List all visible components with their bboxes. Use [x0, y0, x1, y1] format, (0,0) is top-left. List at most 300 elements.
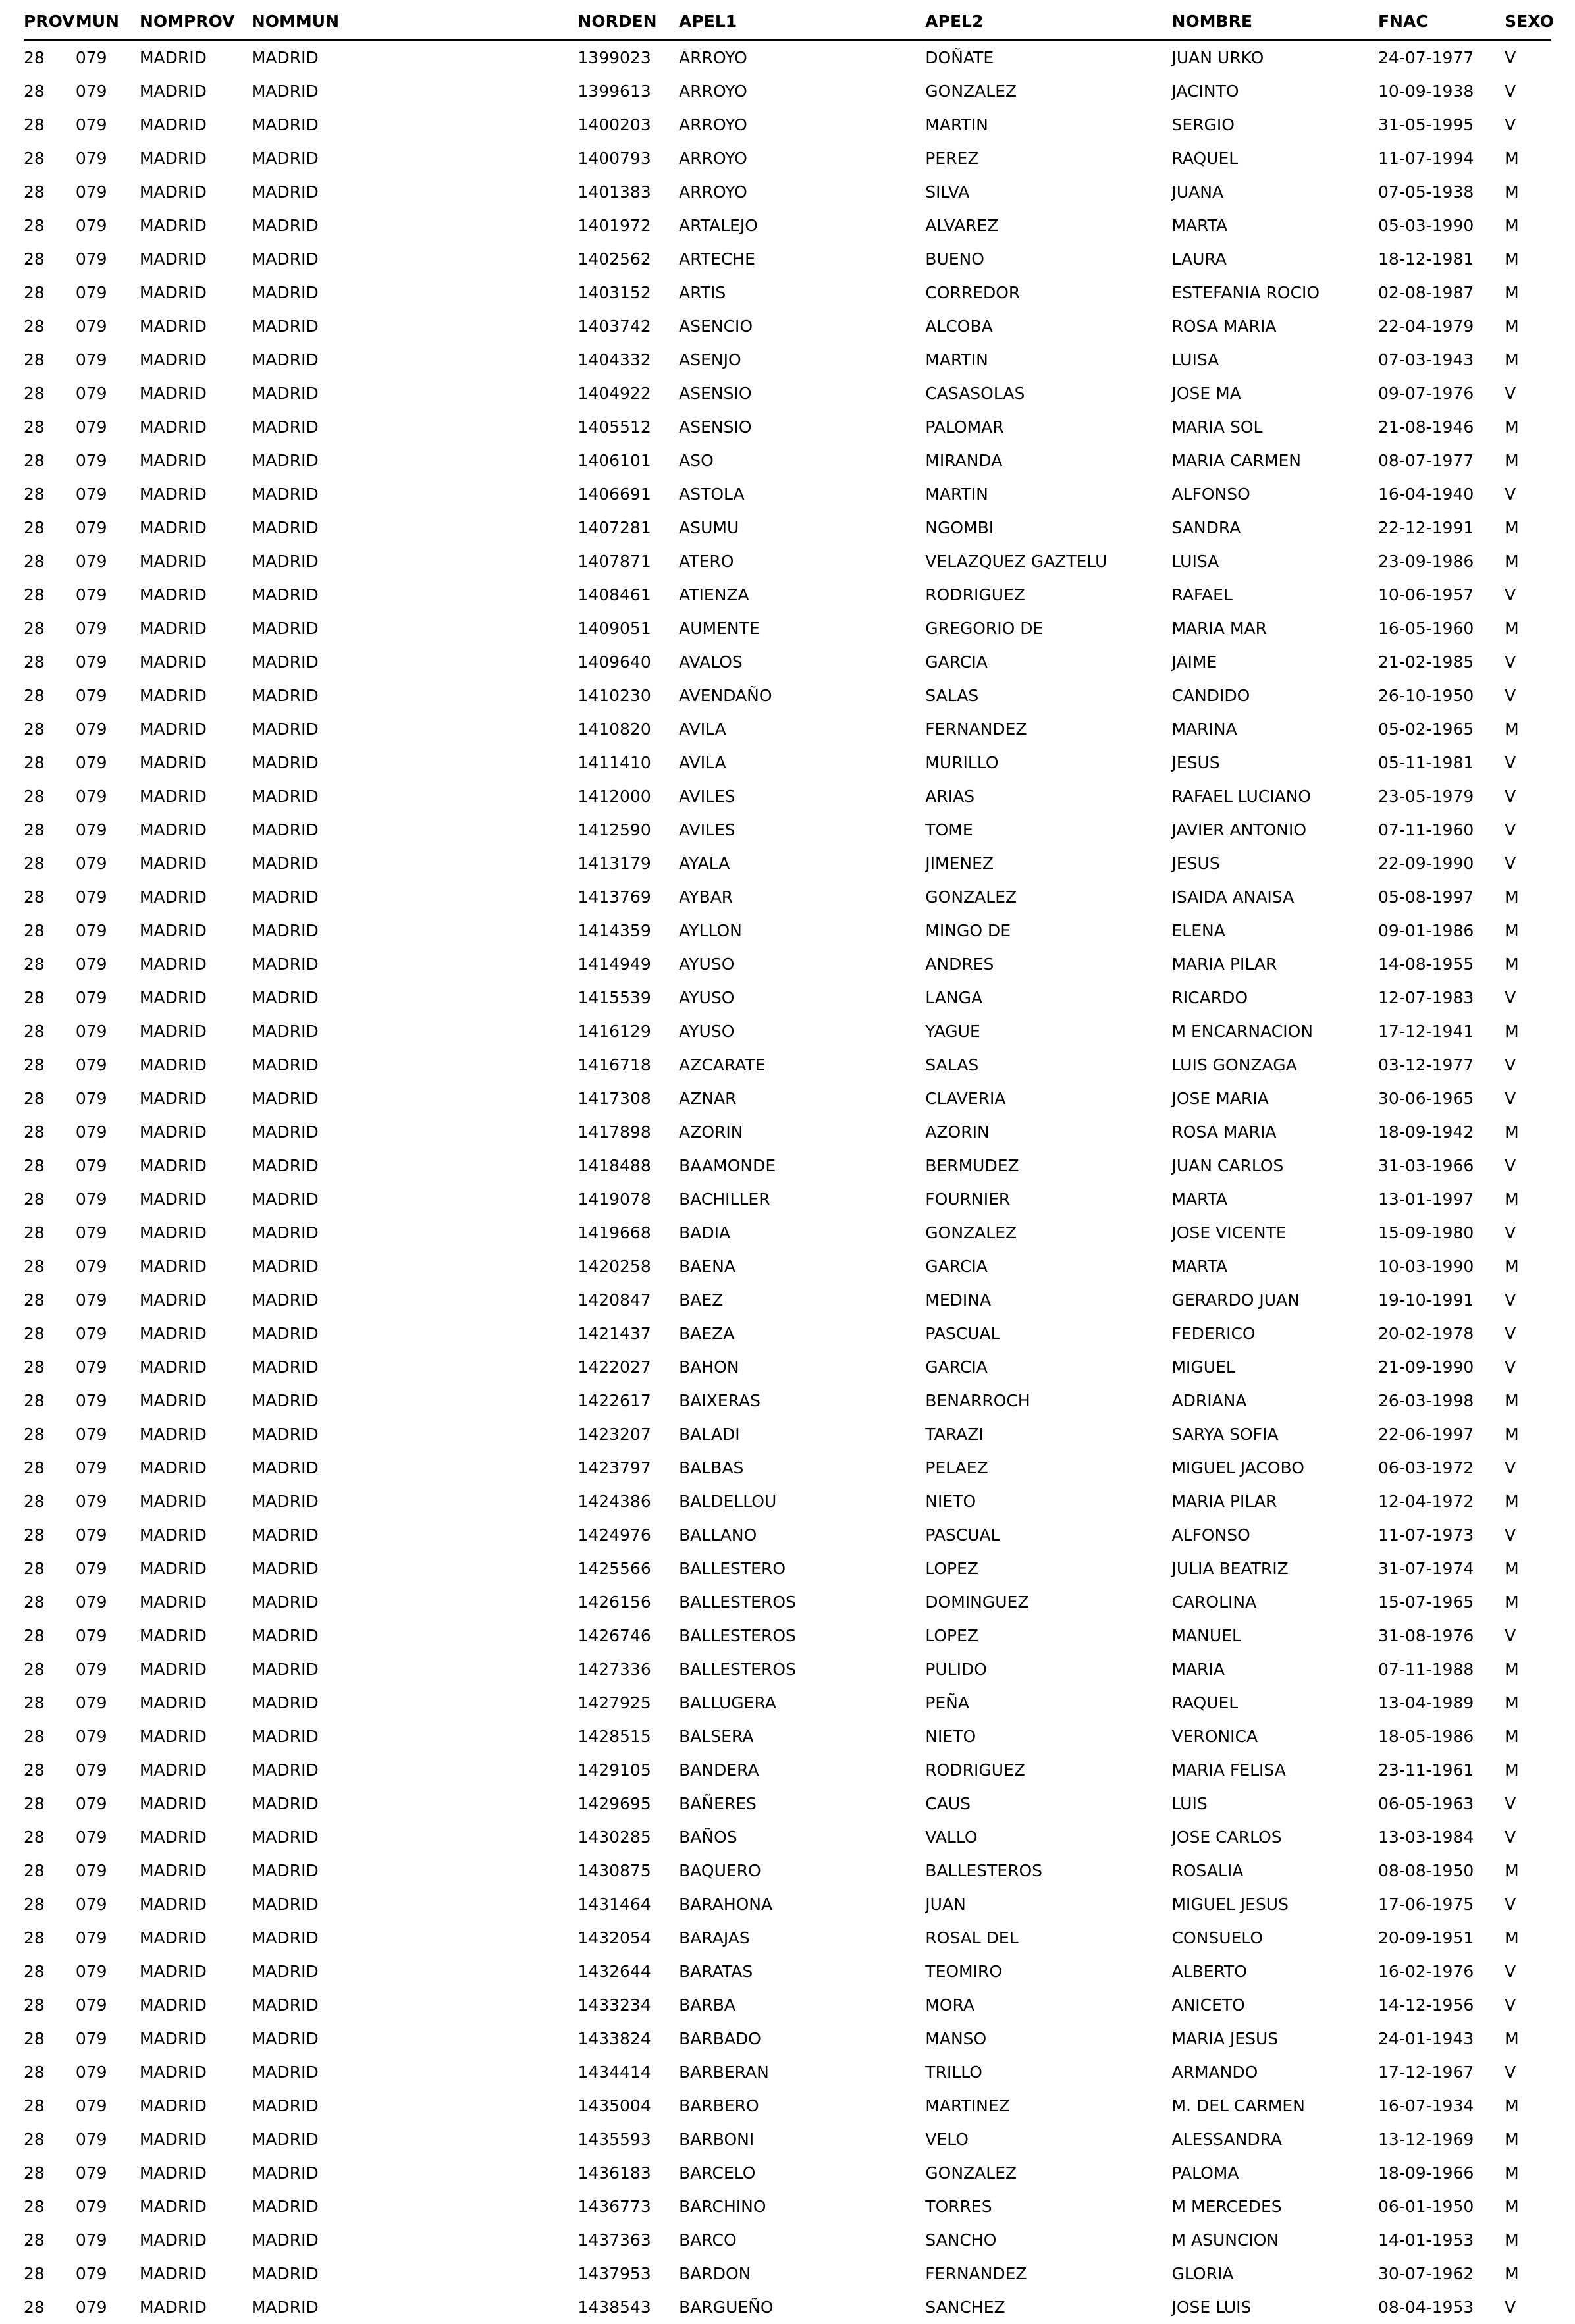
cell-prov: 28 [24, 1552, 76, 1585]
cell-mun: 079 [76, 377, 140, 410]
cell-norden: 1418488 [577, 1149, 679, 1182]
cell-apel2: ARIAS [925, 779, 1171, 813]
cell-apel2: GONZALEZ [925, 1216, 1171, 1250]
cell-nommun: MADRID [252, 578, 578, 612]
cell-sexo: V [1505, 645, 1551, 679]
cell-fnac: 26-03-1998 [1378, 1384, 1505, 1417]
cell-nommun: MADRID [252, 1820, 578, 1854]
cell-sexo: M [1505, 2022, 1551, 2055]
cell-apel1: BALSERA [679, 1720, 925, 1753]
cell-nomprov: MADRID [140, 1888, 252, 1921]
cell-mun: 079 [76, 2156, 140, 2190]
cell-norden: 1414359 [577, 914, 679, 947]
cell-mun: 079 [76, 343, 140, 377]
cell-nomprov: MADRID [140, 511, 252, 544]
cell-nomprov: MADRID [140, 2022, 252, 2055]
cell-nomprov: MADRID [140, 477, 252, 511]
cell-mun: 079 [76, 1955, 140, 1988]
cell-nombre: M ENCARNACION [1171, 1015, 1378, 1048]
cell-prov: 28 [24, 2223, 76, 2257]
cell-fnac: 30-06-1965 [1378, 1082, 1505, 1115]
cell-mun: 079 [76, 209, 140, 242]
table-row [24, 1182, 1551, 1216]
cell-prov: 28 [24, 1182, 76, 1216]
cell-nommun: MADRID [252, 1417, 578, 1451]
cell-sexo: V [1505, 1149, 1551, 1182]
column-header-apel1: APEL1 [679, 12, 925, 40]
column-header-norden: NORDEN [577, 12, 679, 40]
cell-prov: 28 [24, 645, 76, 679]
cell-prov: 28 [24, 914, 76, 947]
table-row [24, 343, 1551, 377]
cell-apel2: PALOMAR [925, 410, 1171, 444]
cell-fnac: 10-09-1938 [1378, 74, 1505, 108]
cell-prov: 28 [24, 947, 76, 981]
cell-mun: 079 [76, 544, 140, 578]
cell-norden: 1412000 [577, 779, 679, 813]
cell-prov: 28 [24, 1988, 76, 2022]
cell-sexo: V [1505, 1082, 1551, 1115]
cell-nomprov: MADRID [140, 2190, 252, 2223]
cell-nombre: MARIA CARMEN [1171, 444, 1378, 477]
cell-apel1: ARROYO [679, 108, 925, 142]
cell-sexo: V [1505, 847, 1551, 880]
cell-nomprov: MADRID [140, 612, 252, 645]
cell-mun: 079 [76, 914, 140, 947]
cell-sexo: V [1505, 1518, 1551, 1552]
cell-apel2: MIRANDA [925, 444, 1171, 477]
cell-nommun: MADRID [252, 847, 578, 880]
cell-prov: 28 [24, 612, 76, 645]
cell-nommun: MADRID [252, 2156, 578, 2190]
cell-nombre: JOSE VICENTE [1171, 1216, 1378, 1250]
cell-mun: 079 [76, 679, 140, 712]
cell-mun: 079 [76, 1384, 140, 1417]
cell-nombre: RAFAEL LUCIANO [1171, 779, 1378, 813]
cell-nombre: M ASUNCION [1171, 2223, 1378, 2257]
cell-prov: 28 [24, 1350, 76, 1384]
cell-fnac: 05-03-1990 [1378, 209, 1505, 242]
cell-sexo: V [1505, 746, 1551, 779]
cell-norden: 1433234 [577, 1988, 679, 2022]
cell-apel2: MINGO DE [925, 914, 1171, 947]
cell-norden: 1429105 [577, 1753, 679, 1787]
cell-sexo: V [1505, 2290, 1551, 2324]
cell-norden: 1400793 [577, 142, 679, 175]
cell-apel2: TOME [925, 813, 1171, 847]
cell-prov: 28 [24, 712, 76, 746]
cell-sexo: M [1505, 1753, 1551, 1787]
table-row [24, 1518, 1551, 1552]
cell-sexo: M [1505, 410, 1551, 444]
cell-nommun: MADRID [252, 981, 578, 1015]
cell-norden: 1429695 [577, 1787, 679, 1820]
cell-nombre: ARMANDO [1171, 2055, 1378, 2089]
cell-apel1: ASENSIO [679, 410, 925, 444]
cell-prov: 28 [24, 1384, 76, 1417]
cell-nombre: LUISA [1171, 544, 1378, 578]
cell-nommun: MADRID [252, 2123, 578, 2156]
cell-mun: 079 [76, 1317, 140, 1350]
cell-sexo: V [1505, 578, 1551, 612]
cell-nomprov: MADRID [140, 679, 252, 712]
cell-apel2: AZORIN [925, 1115, 1171, 1149]
cell-prov: 28 [24, 578, 76, 612]
cell-nomprov: MADRID [140, 1216, 252, 1250]
cell-mun: 079 [76, 2190, 140, 2223]
cell-norden: 1408461 [577, 578, 679, 612]
cell-nommun: MADRID [252, 1384, 578, 1417]
cell-apel1: AUMENTE [679, 612, 925, 645]
cell-sexo: V [1505, 981, 1551, 1015]
cell-nomprov: MADRID [140, 746, 252, 779]
cell-nomprov: MADRID [140, 813, 252, 847]
cell-norden: 1432054 [577, 1921, 679, 1955]
cell-apel2: ANDRES [925, 947, 1171, 981]
cell-norden: 1410820 [577, 712, 679, 746]
cell-nommun: MADRID [252, 779, 578, 813]
cell-mun: 079 [76, 779, 140, 813]
cell-nomprov: MADRID [140, 1753, 252, 1787]
table-row [24, 1350, 1551, 1384]
cell-prov: 28 [24, 2055, 76, 2089]
cell-norden: 1435004 [577, 2089, 679, 2123]
cell-nomprov: MADRID [140, 74, 252, 108]
cell-nomprov: MADRID [140, 444, 252, 477]
column-header-nomprov: NOMPROV [140, 12, 252, 40]
cell-nombre: MARIA FELISA [1171, 1753, 1378, 1787]
cell-mun: 079 [76, 74, 140, 108]
cell-fnac: 10-06-1957 [1378, 578, 1505, 612]
cell-apel1: ASO [679, 444, 925, 477]
cell-fnac: 15-07-1965 [1378, 1585, 1505, 1619]
cell-fnac: 18-12-1981 [1378, 242, 1505, 276]
cell-nombre: MARIA MAR [1171, 612, 1378, 645]
cell-sexo: M [1505, 1250, 1551, 1283]
cell-nombre: CANDIDO [1171, 679, 1378, 712]
cell-fnac: 23-09-1986 [1378, 544, 1505, 578]
cell-norden: 1407871 [577, 544, 679, 578]
cell-nomprov: MADRID [140, 1115, 252, 1149]
cell-fnac: 13-01-1997 [1378, 1182, 1505, 1216]
cell-nomprov: MADRID [140, 1518, 252, 1552]
cell-fnac: 21-09-1990 [1378, 1350, 1505, 1384]
cell-nommun: MADRID [252, 1552, 578, 1585]
cell-nomprov: MADRID [140, 1820, 252, 1854]
cell-sexo: V [1505, 477, 1551, 511]
cell-nombre: JAVIER ANTONIO [1171, 813, 1378, 847]
cell-apel1: BAIXERAS [679, 1384, 925, 1417]
cell-norden: 1430875 [577, 1854, 679, 1888]
cell-prov: 28 [24, 1720, 76, 1753]
table-row [24, 914, 1551, 947]
cell-apel1: BALADI [679, 1417, 925, 1451]
cell-nommun: MADRID [252, 544, 578, 578]
cell-sexo: M [1505, 209, 1551, 242]
cell-sexo: M [1505, 2223, 1551, 2257]
cell-nomprov: MADRID [140, 1048, 252, 1082]
table-row [24, 847, 1551, 880]
cell-sexo: M [1505, 2156, 1551, 2190]
cell-mun: 079 [76, 578, 140, 612]
cell-apel1: AYUSO [679, 947, 925, 981]
cell-nombre: GLORIA [1171, 2257, 1378, 2290]
cell-apel1: BARCELO [679, 2156, 925, 2190]
cell-nombre: SARYA SOFIA [1171, 1417, 1378, 1451]
cell-mun: 079 [76, 1753, 140, 1787]
cell-apel1: AVILA [679, 746, 925, 779]
table-row [24, 2022, 1551, 2055]
cell-mun: 079 [76, 142, 140, 175]
cell-mun: 079 [76, 175, 140, 209]
cell-nombre: ISAIDA ANAISA [1171, 880, 1378, 914]
cell-nomprov: MADRID [140, 1082, 252, 1115]
cell-prov: 28 [24, 746, 76, 779]
cell-apel2: NIETO [925, 1485, 1171, 1518]
cell-norden: 1435593 [577, 2123, 679, 2156]
cell-nombre: JACINTO [1171, 74, 1378, 108]
cell-apel2: DOMINGUEZ [925, 1585, 1171, 1619]
cell-nomprov: MADRID [140, 242, 252, 276]
cell-sexo: V [1505, 2055, 1551, 2089]
cell-apel2: SALAS [925, 1048, 1171, 1082]
cell-fnac: 21-08-1946 [1378, 410, 1505, 444]
cell-apel1: AYUSO [679, 981, 925, 1015]
cell-apel2: TARAZI [925, 1417, 1171, 1451]
cell-fnac: 08-08-1950 [1378, 1854, 1505, 1888]
cell-sexo: M [1505, 2123, 1551, 2156]
table-row [24, 1787, 1551, 1820]
cell-fnac: 18-05-1986 [1378, 1720, 1505, 1753]
cell-nommun: MADRID [252, 914, 578, 947]
cell-fnac: 16-04-1940 [1378, 477, 1505, 511]
cell-fnac: 17-12-1967 [1378, 2055, 1505, 2089]
cell-nommun: MADRID [252, 175, 578, 209]
cell-prov: 28 [24, 175, 76, 209]
cell-apel1: ATIENZA [679, 578, 925, 612]
cell-apel2: PULIDO [925, 1652, 1171, 1686]
cell-fnac: 14-01-1953 [1378, 2223, 1505, 2257]
cell-apel1: BAAMONDE [679, 1149, 925, 1182]
cell-prov: 28 [24, 1518, 76, 1552]
cell-apel1: AZCARATE [679, 1048, 925, 1082]
cell-nombre: ESTEFANIA ROCIO [1171, 276, 1378, 309]
cell-nommun: MADRID [252, 477, 578, 511]
cell-sexo: V [1505, 1888, 1551, 1921]
table-row [24, 276, 1551, 309]
table-row [24, 1384, 1551, 1417]
cell-norden: 1415539 [577, 981, 679, 1015]
cell-prov: 28 [24, 309, 76, 343]
cell-sexo: M [1505, 914, 1551, 947]
cell-fnac: 15-09-1980 [1378, 1216, 1505, 1250]
table-row [24, 2290, 1551, 2324]
cell-nombre: RAQUEL [1171, 142, 1378, 175]
cell-fnac: 14-12-1956 [1378, 1988, 1505, 2022]
cell-sexo: M [1505, 142, 1551, 175]
cell-nomprov: MADRID [140, 914, 252, 947]
cell-fnac: 07-05-1938 [1378, 175, 1505, 209]
table-row [24, 612, 1551, 645]
cell-apel1: ARROYO [679, 40, 925, 75]
cell-prov: 28 [24, 779, 76, 813]
cell-norden: 1426156 [577, 1585, 679, 1619]
cell-prov: 28 [24, 1787, 76, 1820]
cell-nombre: SERGIO [1171, 108, 1378, 142]
cell-fnac: 31-08-1976 [1378, 1619, 1505, 1652]
cell-nommun: MADRID [252, 2022, 578, 2055]
table-row [24, 1015, 1551, 1048]
table-row [24, 175, 1551, 209]
cell-sexo: M [1505, 343, 1551, 377]
cell-apel1: BAEZA [679, 1317, 925, 1350]
cell-sexo: V [1505, 1820, 1551, 1854]
cell-prov: 28 [24, 1888, 76, 1921]
table-row [24, 1216, 1551, 1250]
cell-apel2: MARTIN [925, 343, 1171, 377]
cell-mun: 079 [76, 1888, 140, 1921]
cell-mun: 079 [76, 108, 140, 142]
cell-apel2: MARTIN [925, 108, 1171, 142]
cell-apel1: BAQUERO [679, 1854, 925, 1888]
cell-apel2: DOÑATE [925, 40, 1171, 75]
cell-fnac: 02-08-1987 [1378, 276, 1505, 309]
cell-nombre: JESUS [1171, 847, 1378, 880]
cell-nombre: LUIS GONZAGA [1171, 1048, 1378, 1082]
cell-nombre: SANDRA [1171, 511, 1378, 544]
cell-mun: 079 [76, 1015, 140, 1048]
cell-prov: 28 [24, 1955, 76, 1988]
cell-prov: 28 [24, 209, 76, 242]
cell-nommun: MADRID [252, 1988, 578, 2022]
cell-apel1: ARTECHE [679, 242, 925, 276]
cell-apel1: BARBONI [679, 2123, 925, 2156]
table-row [24, 142, 1551, 175]
cell-sexo: M [1505, 712, 1551, 746]
cell-prov: 28 [24, 108, 76, 142]
cell-mun: 079 [76, 1451, 140, 1485]
cell-prov: 28 [24, 1585, 76, 1619]
cell-norden: 1404922 [577, 377, 679, 410]
table-row [24, 578, 1551, 612]
cell-norden: 1417308 [577, 1082, 679, 1115]
cell-nomprov: MADRID [140, 276, 252, 309]
cell-prov: 28 [24, 377, 76, 410]
cell-nombre: JUAN URKO [1171, 40, 1378, 75]
cell-apel2: PELAEZ [925, 1451, 1171, 1485]
cell-fnac: 22-06-1997 [1378, 1417, 1505, 1451]
cell-nombre: ELENA [1171, 914, 1378, 947]
cell-norden: 1419078 [577, 1182, 679, 1216]
cell-nommun: MADRID [252, 1115, 578, 1149]
table-row [24, 1619, 1551, 1652]
cell-nommun: MADRID [252, 410, 578, 444]
cell-mun: 079 [76, 40, 140, 75]
cell-sexo: M [1505, 242, 1551, 276]
cell-norden: 1430285 [577, 1820, 679, 1854]
cell-apel2: SALAS [925, 679, 1171, 712]
cell-nommun: MADRID [252, 1048, 578, 1082]
table-row [24, 880, 1551, 914]
cell-fnac: 31-05-1995 [1378, 108, 1505, 142]
cell-nommun: MADRID [252, 2055, 578, 2089]
cell-fnac: 06-03-1972 [1378, 1451, 1505, 1485]
cell-nomprov: MADRID [140, 2123, 252, 2156]
cell-apel1: BALLANO [679, 1518, 925, 1552]
cell-prov: 28 [24, 544, 76, 578]
cell-apel1: BAENA [679, 1250, 925, 1283]
cell-nombre: ALFONSO [1171, 1518, 1378, 1552]
cell-apel2: CORREDOR [925, 276, 1171, 309]
cell-nombre: GERARDO JUAN [1171, 1283, 1378, 1317]
cell-sexo: V [1505, 74, 1551, 108]
cell-mun: 079 [76, 1485, 140, 1518]
cell-prov: 28 [24, 2190, 76, 2223]
cell-mun: 079 [76, 477, 140, 511]
cell-nombre: ROSA MARIA [1171, 309, 1378, 343]
cell-apel1: BALLUGERA [679, 1686, 925, 1720]
cell-sexo: M [1505, 880, 1551, 914]
table-row [24, 477, 1551, 511]
table-header [24, 12, 1551, 40]
cell-nomprov: MADRID [140, 343, 252, 377]
cell-sexo: V [1505, 1283, 1551, 1317]
cell-apel2: ALVAREZ [925, 209, 1171, 242]
cell-mun: 079 [76, 1048, 140, 1082]
cell-nomprov: MADRID [140, 2257, 252, 2290]
cell-apel2: FERNANDEZ [925, 2257, 1171, 2290]
cell-nomprov: MADRID [140, 2290, 252, 2324]
cell-prov: 28 [24, 2022, 76, 2055]
cell-norden: 1419668 [577, 1216, 679, 1250]
table-row [24, 1854, 1551, 1888]
table-row [24, 2156, 1551, 2190]
cell-prov: 28 [24, 1485, 76, 1518]
cell-nommun: MADRID [252, 2290, 578, 2324]
table-row [24, 1552, 1551, 1585]
cell-prov: 28 [24, 40, 76, 75]
cell-apel1: ATERO [679, 544, 925, 578]
cell-fnac: 23-11-1961 [1378, 1753, 1505, 1787]
cell-nommun: MADRID [252, 1082, 578, 1115]
cell-nombre: M. DEL CARMEN [1171, 2089, 1378, 2123]
cell-mun: 079 [76, 511, 140, 544]
cell-mun: 079 [76, 1518, 140, 1552]
cell-apel1: AYBAR [679, 880, 925, 914]
cell-sexo: V [1505, 1048, 1551, 1082]
cell-apel2: CLAVERIA [925, 1082, 1171, 1115]
cell-nombre: FEDERICO [1171, 1317, 1378, 1350]
table-row [24, 1317, 1551, 1350]
cell-nommun: MADRID [252, 108, 578, 142]
cell-apel2: GONZALEZ [925, 2156, 1171, 2190]
cell-nombre: JULIA BEATRIZ [1171, 1552, 1378, 1585]
cell-fnac: 16-05-1960 [1378, 612, 1505, 645]
cell-sexo: V [1505, 1216, 1551, 1250]
cell-prov: 28 [24, 2123, 76, 2156]
table-row [24, 1115, 1551, 1149]
cell-mun: 079 [76, 1082, 140, 1115]
cell-sexo: M [1505, 444, 1551, 477]
cell-apel2: NGOMBI [925, 511, 1171, 544]
cell-apel2: SANCHO [925, 2223, 1171, 2257]
cell-norden: 1423207 [577, 1417, 679, 1451]
cell-apel2: BALLESTEROS [925, 1854, 1171, 1888]
cell-sexo: V [1505, 779, 1551, 813]
cell-prov: 28 [24, 2156, 76, 2190]
table-row [24, 679, 1551, 712]
cell-nombre: MARINA [1171, 712, 1378, 746]
